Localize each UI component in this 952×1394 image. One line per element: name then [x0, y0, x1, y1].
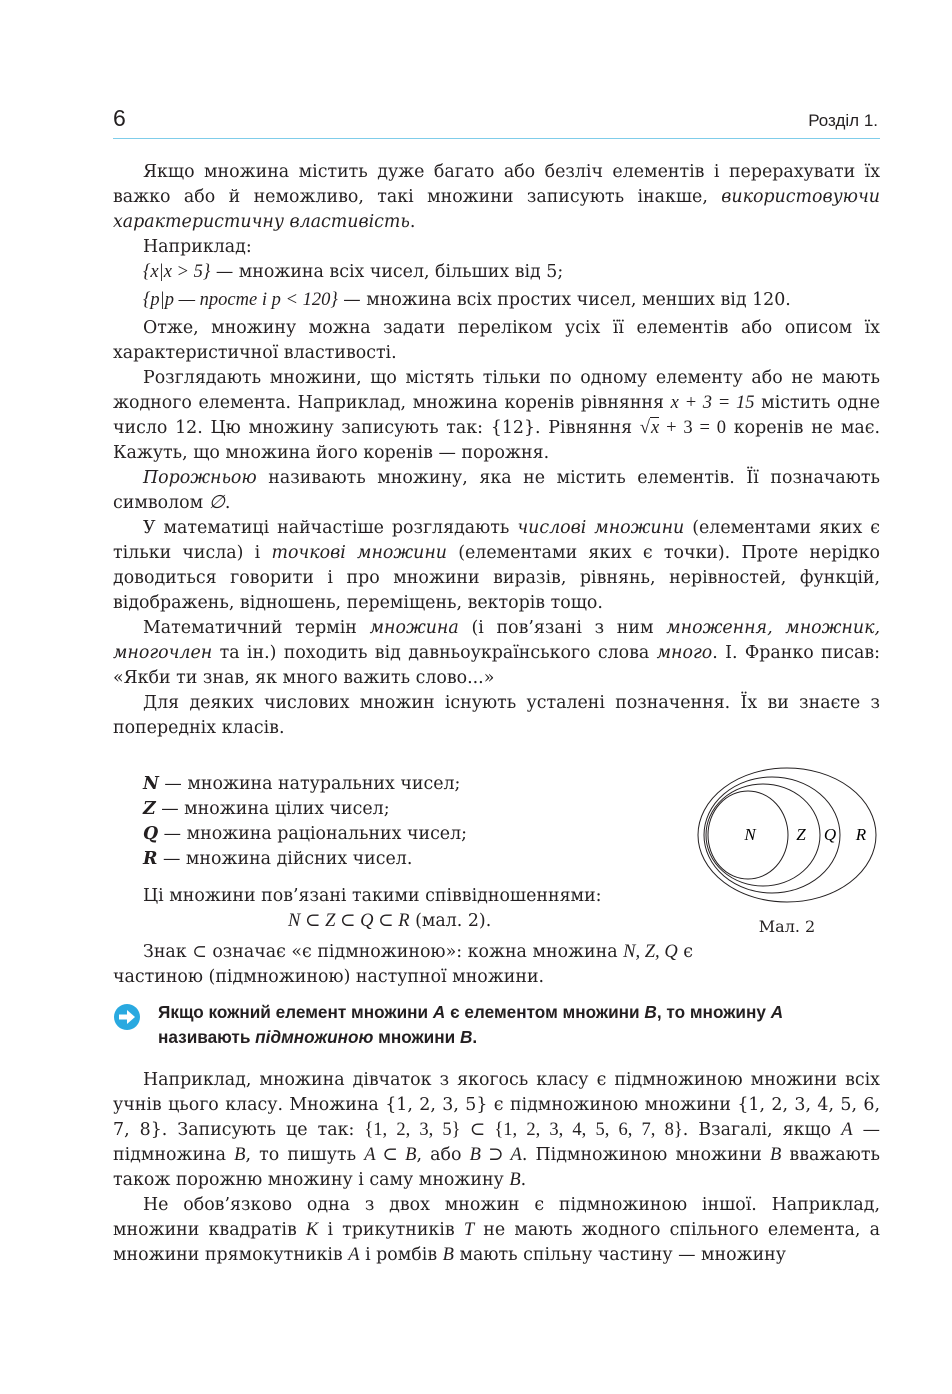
- example-label: Наприклад:: [143, 237, 252, 257]
- nested-sets-diagram: [693, 765, 881, 915]
- section-title: Розділ 1.: [808, 111, 878, 130]
- figure-2-euler-diagram: [693, 765, 881, 945]
- paragraph-9: Знак ⊂ означає «є підмножиною»: кожна множина N, Z, Q є частиною (підмножиною) наступної множини.: [113, 942, 693, 987]
- example-2: {p|p — просте і p < 120} — множина всіх простих чисел, менших від 120.: [143, 290, 791, 310]
- arrow-right-icon: [113, 1003, 141, 1031]
- definition-box: [113, 1000, 880, 1050]
- relations-text: [113, 884, 693, 990]
- paragraph-3: Розглядають множини, що містять тільки по одному елементу або не мають жодного елемента. Наприклад, множина коренів рівняння x + 3 = 15 містить одне число 12. Цю множину записують так: {12}. Рівняння √x + 3 = 0 коренів не має. Кажуть, що множина його коренів — порожня.: [113, 368, 881, 463]
- body-text-top: [113, 160, 880, 741]
- example-1: {x|x > 5} — множина всіх чисел, більших від 5;: [143, 262, 564, 282]
- label-r: R: [855, 825, 867, 844]
- paragraph-10: Наприклад, множина дівчаток з якогось класу є підмножиною множини всіх учнів цього класу. Множина {1, 2, 3, 5} є підмножиною множини {1, 2, 3, 4, 5, 6, 7, 8}. Записують це так: {1, 2, 3, 5} ⊂ {1, 2, 3, 4, 5, 6, 7, 8}. Взагалі, якщо A — підмножина B, то пишуть A ⊂ B, або B ⊃ A. Підмножиною множини B вважають також порожню множину і саму множину B.: [113, 1070, 880, 1190]
- label-z: Z: [796, 825, 806, 844]
- relations-formula: N ⊂ Z ⊂ Q ⊂ R (мал. 2).: [288, 911, 492, 931]
- paragraph-1: Якщо множина містить дуже багато або безліч елементів і перерахувати їх важко або й неможливо, такі множини записують інакше, використовуючи характеристичну властивість.: [113, 162, 880, 232]
- paragraph-4: Порожньою називають множину, яка не містить елементів. Її позначають символом ∅.: [113, 468, 880, 513]
- list-item: N — множина натуральних чисел;: [143, 774, 461, 794]
- label-n: N: [744, 825, 756, 844]
- list-item: R — множина дійсних чисел.: [143, 849, 413, 869]
- body-text-bottom: [113, 1068, 880, 1268]
- figure-caption: Мал. 2: [758, 917, 816, 936]
- paragraph-5: У математиці найчастіше розглядають числові множини (елементами яких є тільки числа) і точкові множини (елементами яких є точки). Проте нерідко доводиться говорити і про множини виразів, рівнянь, нерівностей, функцій, відображень, відношень, переміщень, векторів тощо.: [113, 518, 880, 613]
- page-header: [113, 105, 880, 139]
- relations-intro: Ці множини пов’язані такими співвідношеннями:: [143, 886, 602, 906]
- paragraph-2: Отже, множину можна задати переліком усіх її елементів або описом їх характеристичної властивості.: [113, 318, 880, 363]
- paragraph-7: Для деяких числових множин існують усталені позначення. Їх ви знаєте з попередніх класів.: [113, 693, 880, 738]
- page-number: 6: [113, 105, 126, 131]
- paragraph-11: Не обов’язково одна з двох множин є підмножиною іншої. Наприклад, множини квадратів K і трикутників T не мають жодного спільного елемента, а множини прямокутників A і ромбів B мають спільну частину — множину: [113, 1195, 880, 1265]
- paragraph-6: Математичний термін множина (і пов’язані з ним множення, множник, многочлен та ін.) походить від давньоукраїнського слова много. І. Франко писав: «Якби ти знав, як много важить слово...»: [113, 618, 880, 688]
- definition-text: Якщо кожний елемент множини A є елементом множини B, то множину A називають підмножиною множини B.: [158, 1002, 784, 1047]
- list-item: Z — множина цілих чисел;: [143, 799, 390, 819]
- list-item: Q — множина раціональних чисел;: [143, 824, 468, 844]
- label-q: Q: [823, 825, 837, 844]
- number-sets-list: [113, 772, 683, 872]
